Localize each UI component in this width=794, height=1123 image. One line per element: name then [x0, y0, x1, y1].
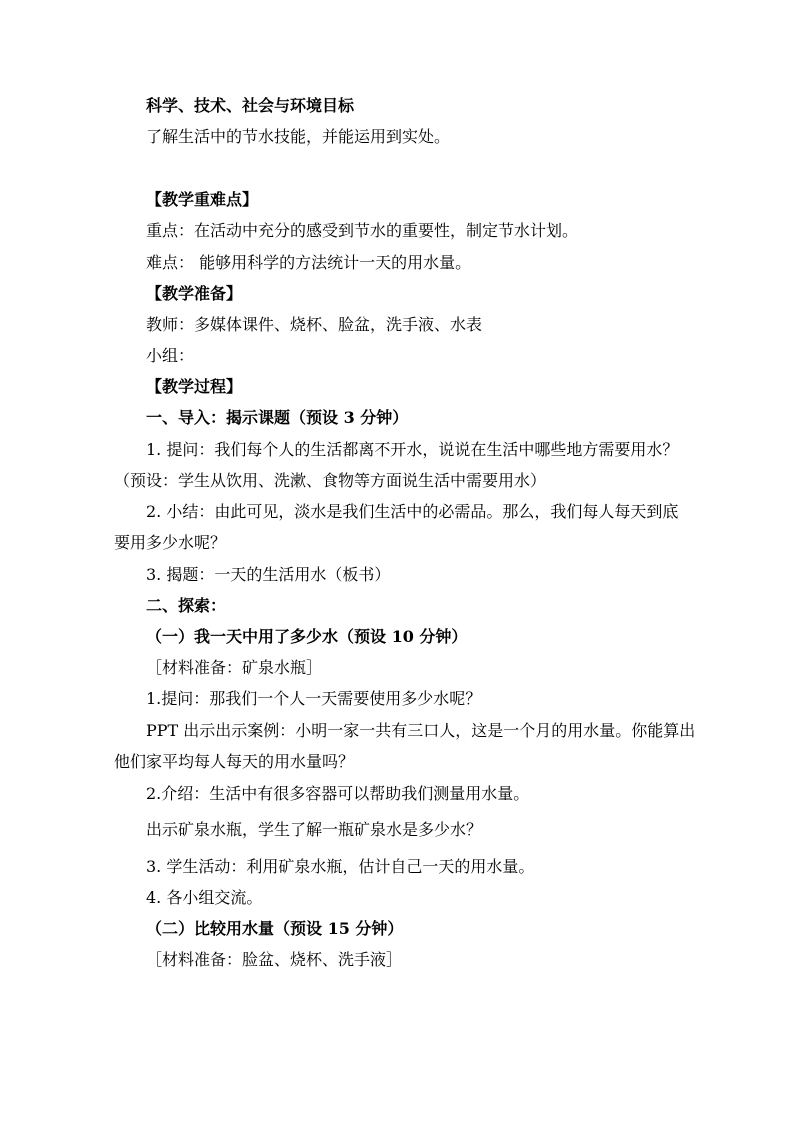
- subsection-2-heading: （二）比较用水量（预设 15 分钟）: [146, 919, 404, 938]
- item-2-2: 2.介绍：生活中有很多容器可以帮助我们测量用水量。: [146, 784, 530, 803]
- item-2-ppt-b: 他们家平均每人每天的用水量吗？: [114, 752, 355, 771]
- difficult-point: 难点： 能够用科学的方法统计一天的用水量。: [146, 253, 472, 272]
- materials-1: ［材料准备：矿泉水瓶］: [146, 658, 323, 677]
- section-2-heading: 二、探索：: [146, 596, 227, 615]
- materials-2: ［材料准备：脸盆、烧杯、洗手液］: [146, 950, 403, 969]
- item-1-1b: （预设：学生从饮用、洗漱、食物等方面说生活中需要用水）: [114, 471, 547, 490]
- teacher-prep: 教师：多媒体课件、烧杯、脸盆，洗手液、水表: [146, 315, 483, 334]
- goal-heading: 科学、技术、社会与环境目标: [146, 96, 355, 115]
- item-1-1a: 1. 提问：我们每个人的生活都离不开水，说说在生活中哪些地方需要用水？: [146, 440, 679, 459]
- section-1-heading: 一、导入：揭示课题（预设 3 分钟）: [146, 408, 409, 427]
- key-point: 重点：在活动中充分的感受到节水的重要性，制定节水计划。: [146, 221, 579, 240]
- item-1-2b: 要用多少水呢？: [114, 533, 227, 552]
- preparation-heading: 【教学准备】: [146, 284, 243, 303]
- item-2-4: 4. 各小组交流。: [146, 888, 263, 907]
- group-prep: 小组：: [146, 346, 195, 365]
- goal-text: 了解生活中的节水技能，并能运用到实处。: [146, 127, 451, 146]
- process-heading: 【教学过程】: [146, 377, 243, 396]
- item-2-bottle: 出示矿泉水瓶，学生了解一瓶矿泉水是多少水？: [146, 820, 483, 839]
- subsection-1-heading: （一）我一天中用了多少水（预设 10 分钟）: [146, 627, 468, 646]
- key-points-heading: 【教学重难点】: [146, 190, 259, 209]
- item-1-2a: 2. 小结：由此可见，淡水是我们生活中的必需品。那么，我们每人每天到底: [146, 502, 679, 521]
- item-2-ppt-a: PPT 出示出示案例：小明一家一共有三口人，这是一个月的用水量。你能算出: [146, 721, 696, 740]
- item-1-3: 3. 揭题：一天的生活用水（板书）: [146, 565, 391, 584]
- item-2-1: 1.提问：那我们一个人一天需要使用多少水呢？: [146, 689, 482, 708]
- item-2-3: 3. 学生活动：利用矿泉水瓶，估计自己一天的用水量。: [146, 857, 535, 876]
